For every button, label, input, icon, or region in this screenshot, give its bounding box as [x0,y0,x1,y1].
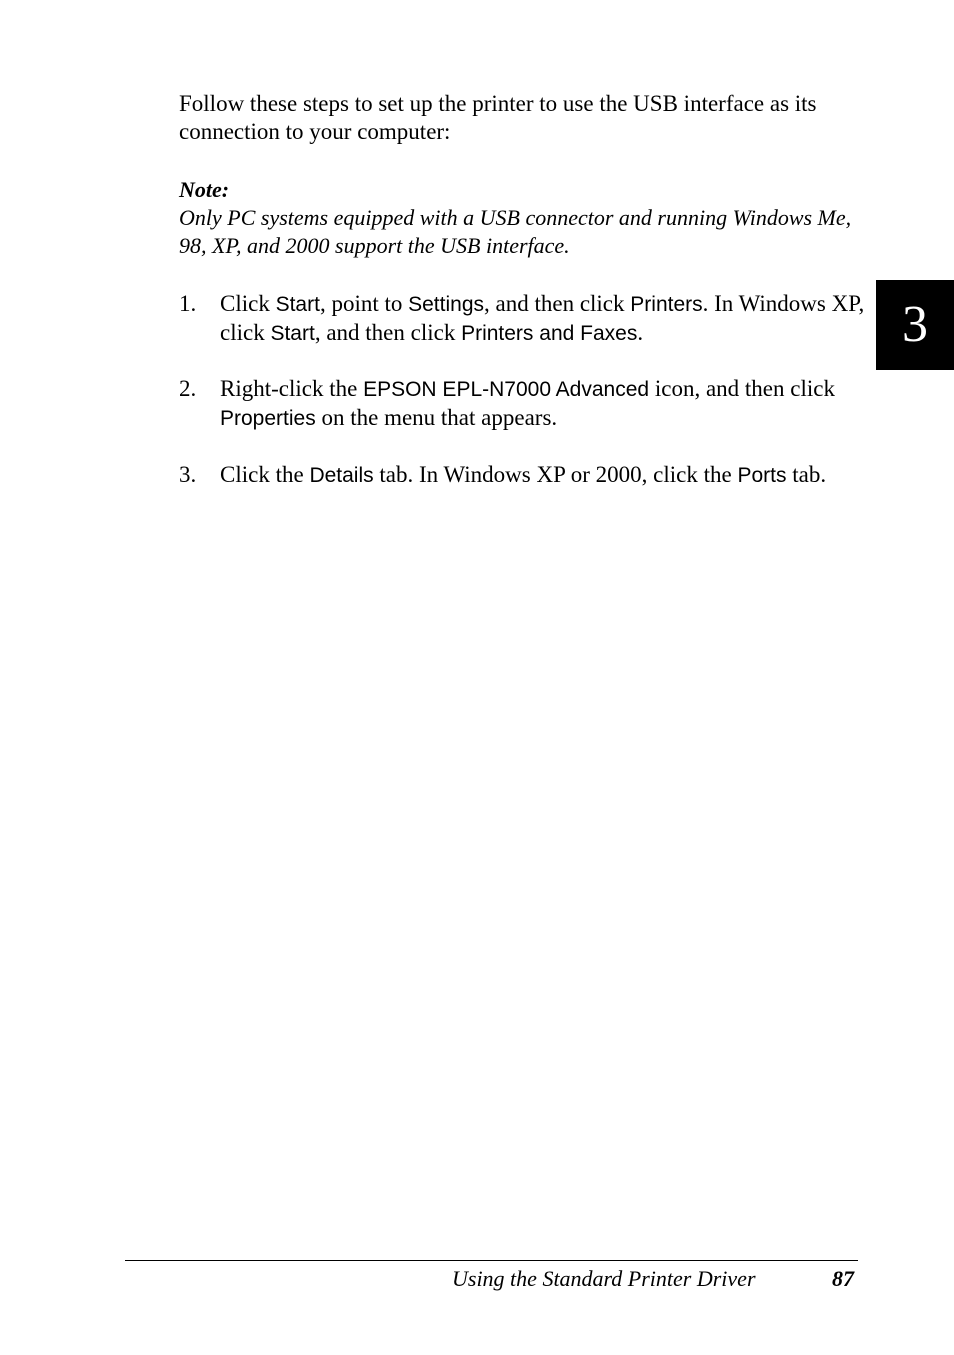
ui-term-start: Start [270,322,315,345]
step-text-part: , and then click [314,320,462,345]
ui-term-printer-name: EPSON EPL-N7000 Advanced [363,378,650,401]
note-title: Note: [179,177,230,202]
note-body: Only PC systems equipped with a USB connector and running Windows Me, 98, XP, and 2000 support the USB interface. [179,205,852,258]
step-text-part: icon, and then click [649,376,835,401]
ui-term-printers: Printers [630,293,703,316]
ui-term-details: Details [309,464,374,487]
step-text-part: tab. [786,462,827,487]
ui-term-start: Start [275,293,320,316]
step-text-part: . [637,320,644,345]
step-1 [179,290,869,348]
step-text-part: tab. In Windows XP or 2000, click the [373,462,738,487]
ui-term-settings: Settings [408,293,485,316]
step-2 [179,375,869,433]
footer-divider [125,1260,858,1261]
page-number: 87 [832,1266,854,1291]
step-text-part: . In Windows XP, click [220,291,865,345]
step-text-part: Click the [220,462,310,487]
step-3 [179,461,869,490]
ui-term-printers-and-faxes: Printers and Faxes [461,322,638,345]
step-text [220,461,869,490]
chapter-tab: 3 [876,280,954,370]
step-number: 3. [179,462,197,487]
step-text-part: , point to [319,291,409,316]
footer-title: Using the Standard Printer Driver [452,1266,756,1291]
step-number: 1. [179,291,197,316]
ui-term-ports: Ports [737,464,787,487]
ui-term-properties: Properties [220,407,316,430]
intro-paragraph: Follow these steps to set up the printer to use the USB interface as its connection to your computer: [179,91,817,144]
step-text-part: , and then click [484,291,631,316]
step-text-part: on the menu that appears. [315,405,558,430]
step-text-part: Click [220,291,276,316]
step-number: 2. [179,376,197,401]
step-text-part: Right-click the [220,376,364,401]
step-text [220,375,869,433]
step-text [220,290,869,348]
